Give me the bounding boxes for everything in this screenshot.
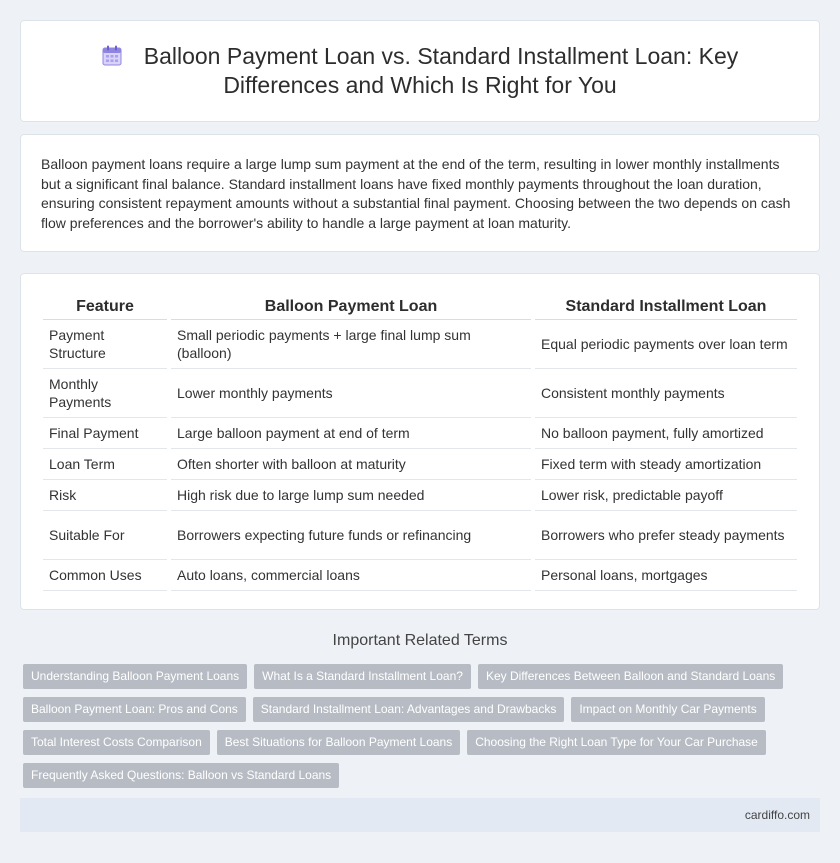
related-tag[interactable]: Best Situations for Balloon Payment Loans <box>217 730 460 755</box>
related-tag[interactable]: Key Differences Between Balloon and Standard Loans <box>478 664 783 689</box>
header-balloon: Balloon Payment Loan <box>171 294 531 320</box>
table-row <box>43 320 797 369</box>
table-row <box>43 418 797 449</box>
comparison-table-card <box>20 273 820 610</box>
cell-balloon: Auto loans, commercial loans <box>171 560 531 591</box>
cell-standard: Personal loans, mortgages <box>535 560 797 591</box>
page-title-wrap <box>61 42 779 100</box>
related-tag[interactable]: Impact on Monthly Car Payments <box>571 697 764 722</box>
calendar-icon <box>102 44 122 65</box>
cell-balloon: Borrowers expecting future funds or refinancing <box>171 511 531 560</box>
cell-feature: Suitable For <box>43 511 167 560</box>
table-row <box>43 369 797 418</box>
cell-feature: Monthly Payments <box>43 369 167 418</box>
cell-balloon: Small periodic payments + large final lump sum (balloon) <box>171 320 531 369</box>
related-tag[interactable]: Frequently Asked Questions: Balloon vs Standard Loans <box>23 763 339 788</box>
comparison-table <box>39 294 801 591</box>
related-terms-title: Important Related Terms <box>332 632 508 649</box>
title-card <box>20 20 820 122</box>
related-tag[interactable]: Understanding Balloon Payment Loans <box>23 664 247 689</box>
cell-feature: Payment Structure <box>43 320 167 369</box>
cell-balloon: Large balloon payment at end of term <box>171 418 531 449</box>
cell-balloon: Often shorter with balloon at maturity <box>171 449 531 480</box>
related-tag[interactable]: What Is a Standard Installment Loan? <box>254 664 471 689</box>
related-terms-tags <box>23 664 823 788</box>
intro-card <box>20 134 820 252</box>
header-standard: Standard Installment Loan <box>535 294 797 320</box>
cell-feature: Final Payment <box>43 418 167 449</box>
footer <box>20 798 820 832</box>
related-tag[interactable]: Standard Installment Loan: Advantages and Drawbacks <box>253 697 565 722</box>
related-tag[interactable]: Total Interest Costs Comparison <box>23 730 210 755</box>
related-tag[interactable]: Choosing the Right Loan Type for Your Car Purchase <box>467 730 766 755</box>
cell-standard: Consistent monthly payments <box>535 369 797 418</box>
table-row <box>43 449 797 480</box>
related-tag[interactable]: Balloon Payment Loan: Pros and Cons <box>23 697 246 722</box>
intro-text: Balloon payment loans require a large lump sum payment at the end of the term, resulting in lower monthly installments but a significant final balance. Standard installment loans have fixed monthly payments throughout the loan duration, ensuring consistent repayment amounts without a substantial final payment. Choosing between the two depends on cash flow preferences and the borrower's ability to handle a large payment at loan maturity. <box>41 156 791 231</box>
header-feature: Feature <box>43 294 167 320</box>
table-row <box>43 560 797 591</box>
cell-feature: Common Uses <box>43 560 167 591</box>
cell-standard: Fixed term with steady amortization <box>535 449 797 480</box>
cell-standard: Equal periodic payments over loan term <box>535 320 797 369</box>
cell-standard: Lower risk, predictable payoff <box>535 480 797 511</box>
page-title: Balloon Payment Loan vs. Standard Installment Loan: Key Differences and Which Is Right for You <box>143 43 739 98</box>
cell-balloon: Lower monthly payments <box>171 369 531 418</box>
cell-feature: Loan Term <box>43 449 167 480</box>
cell-balloon: High risk due to large lump sum needed <box>171 480 531 511</box>
cell-standard: No balloon payment, fully amortized <box>535 418 797 449</box>
cell-standard: Borrowers who prefer steady payments <box>535 511 797 560</box>
table-row <box>43 511 797 560</box>
table-header-row <box>43 294 797 320</box>
footer-site[interactable]: cardiffo.com <box>744 808 810 822</box>
table-row <box>43 480 797 511</box>
cell-feature: Risk <box>43 480 167 511</box>
